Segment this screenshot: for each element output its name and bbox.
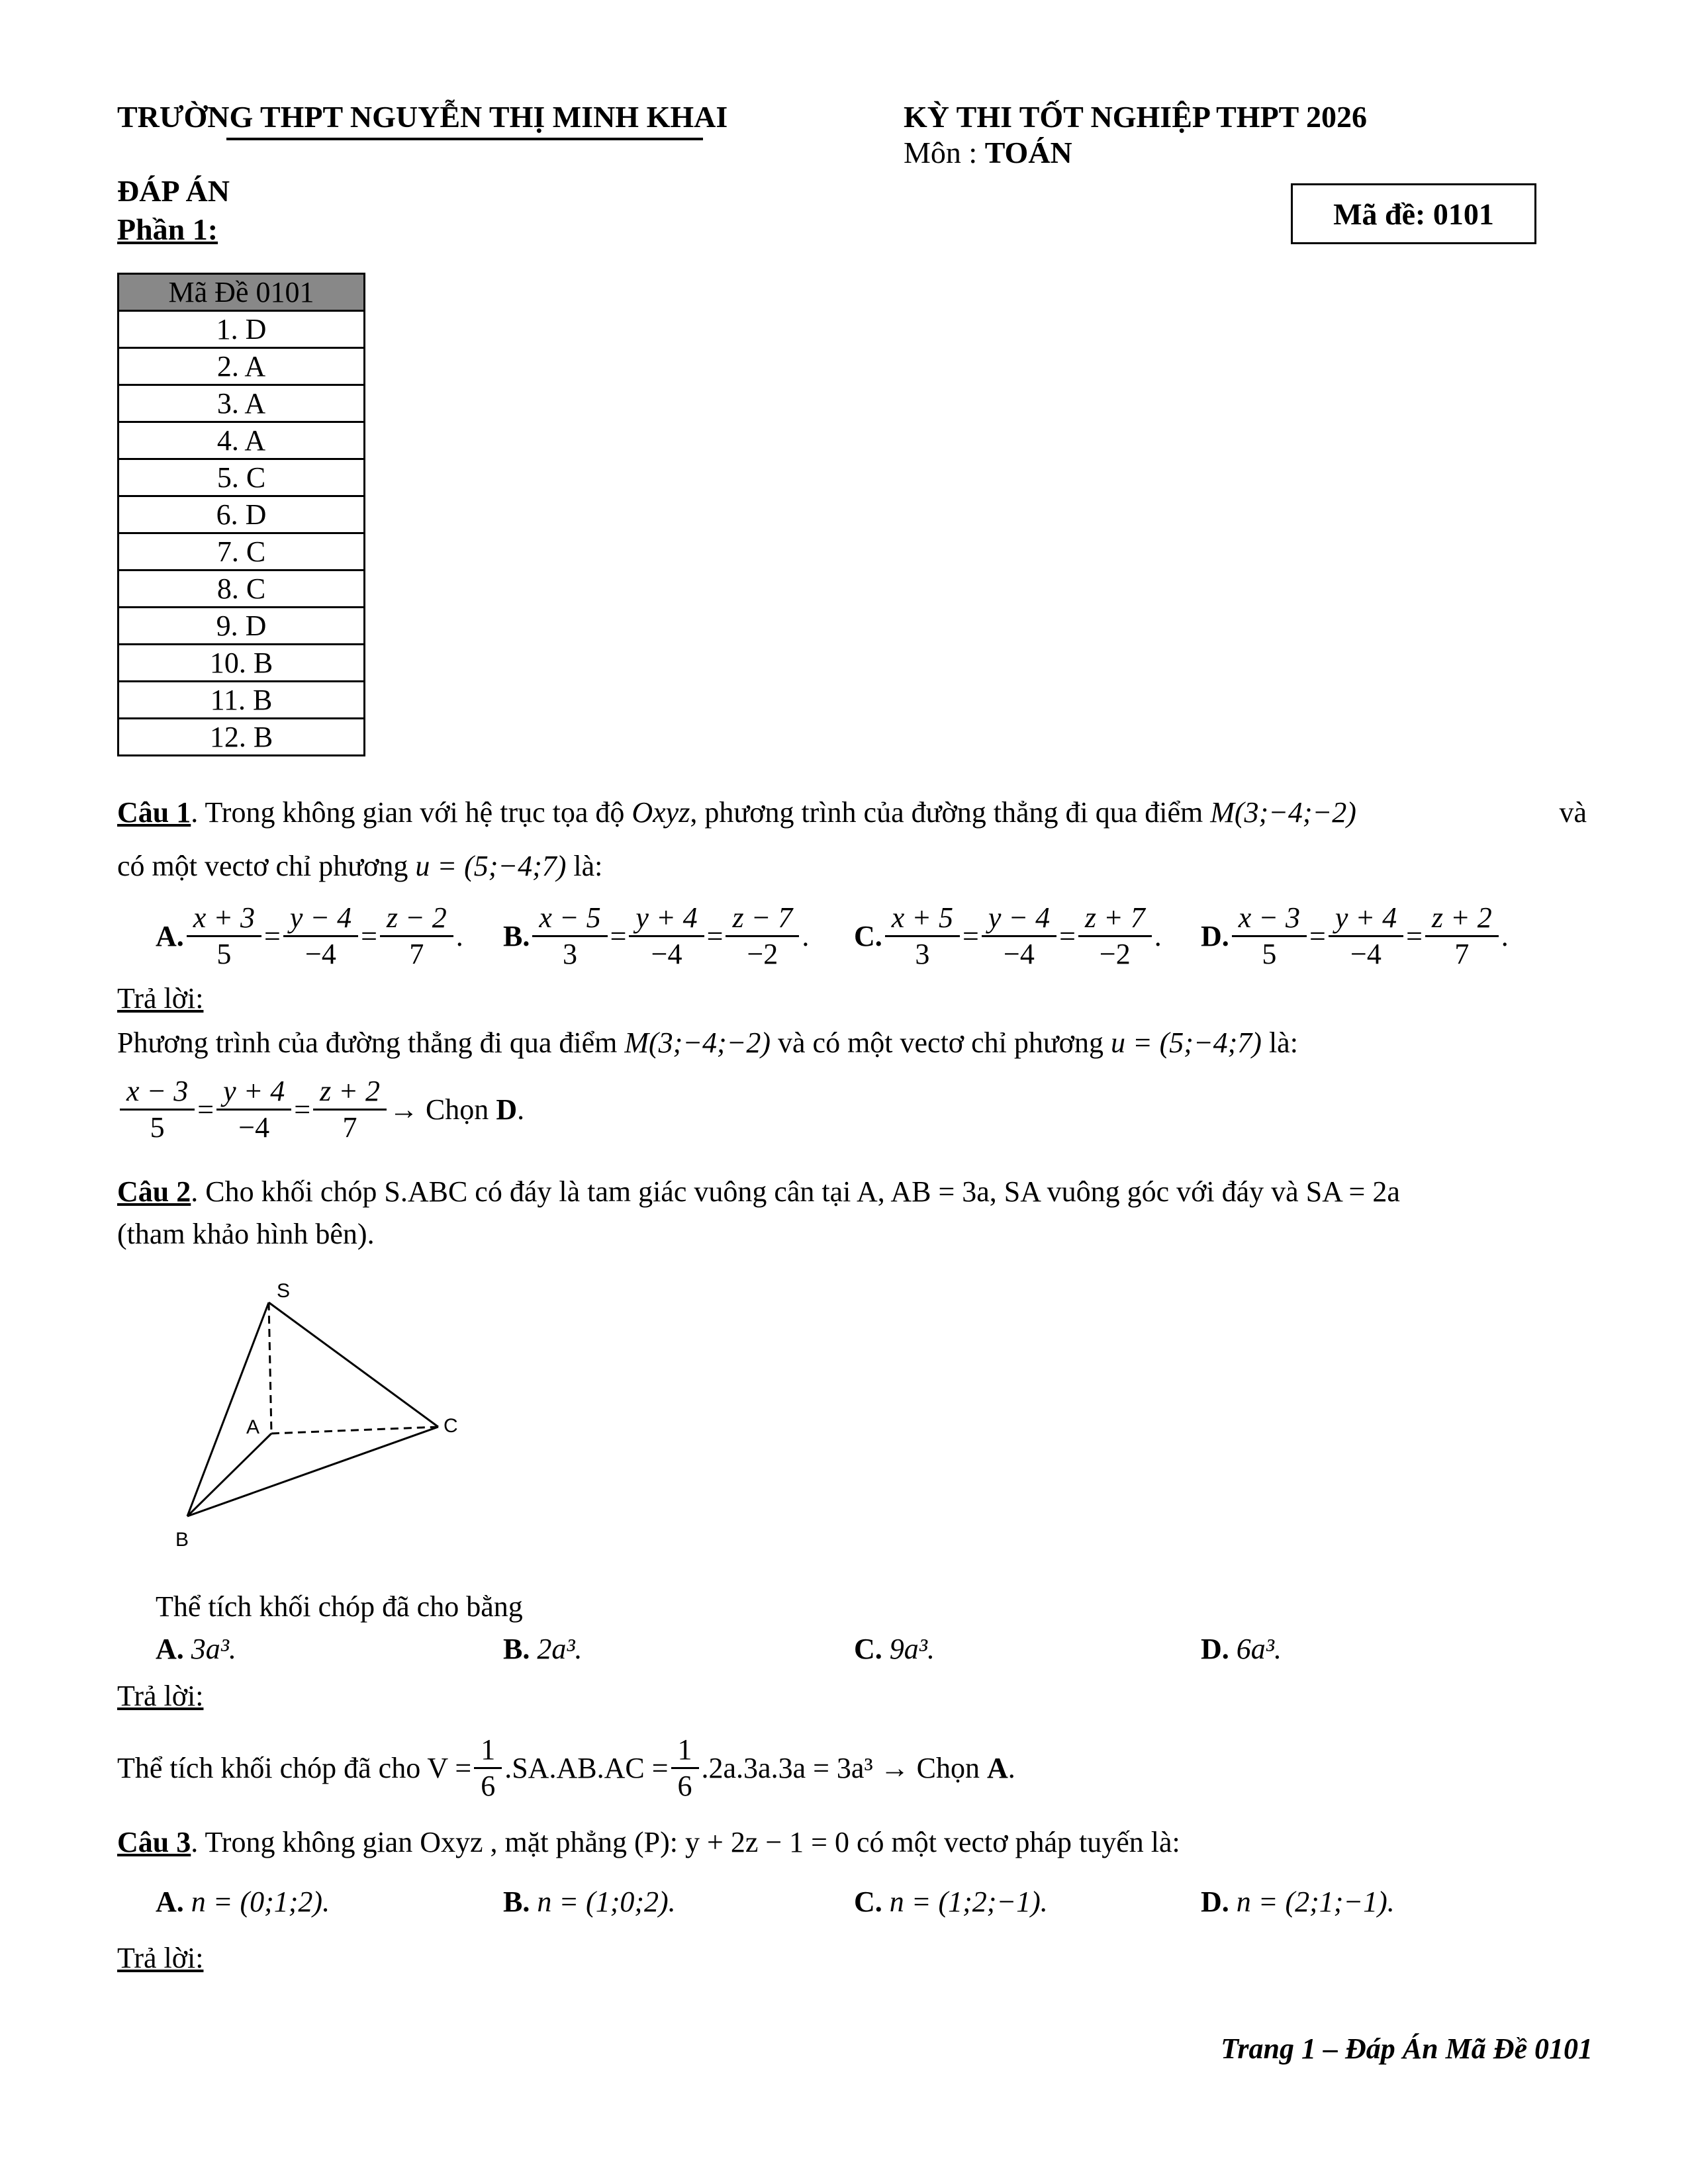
q2-option-a [156,1632,236,1666]
q1-sol-text: là: [1261,1026,1298,1059]
q1-sol-point: M(3;−4;−2) [624,1026,771,1059]
label-C: C [444,1415,458,1437]
answer-cell: 3. A [118,385,365,422]
table-row [118,682,365,719]
option-letter: D. [1201,920,1229,953]
option-value: n = (2;1;−1). [1236,1886,1395,1918]
answer-cell: 7. C [118,533,365,570]
option-letter: B. [503,1886,530,1918]
option-letter: C. [854,1886,882,1918]
numerator: x + 3 [187,902,261,937]
fraction [474,1734,502,1803]
q1-option-a: A. $\frac{x + 3}{5}$ = $\frac{y - 4}{-4}$ = $\frac{z - 2}{7}$ . [156,901,463,971]
option-letter: C. [854,920,882,953]
edge-SA [269,1302,271,1433]
table-row [118,533,365,570]
fraction [982,902,1056,971]
fraction [216,1075,291,1144]
numerator: 1 [671,1734,699,1769]
numerator: x + 5 [885,902,960,937]
q2-sol-text: .2a.3a.3a = 3a³ [701,1752,873,1785]
fraction [120,1075,195,1144]
fraction [380,902,453,971]
edge-AB [187,1433,271,1516]
fraction [313,1075,387,1144]
numerator: z + 2 [313,1075,387,1111]
subject-label: Môn : [904,136,985,169]
table-row [118,719,365,756]
fraction [532,902,607,971]
q1-answer-label: Trả lời: [117,982,204,1015]
part-title: Phần 1: [117,212,218,246]
q1-sol-vector: u = (5;−4;7) [1110,1026,1262,1059]
label-S: S [277,1280,291,1302]
q3-label: Câu 3 [117,1826,191,1858]
numerator: x − 3 [120,1075,195,1111]
q1-choice: D [496,1093,518,1126]
q1-text: và [1559,796,1587,829]
fraction [283,902,358,971]
edge-SC [269,1302,438,1427]
option-letter: A. [156,920,184,953]
denominator: −4 [238,1111,270,1144]
label-A: A [246,1416,260,1438]
table-header: Mã Đề 0101 [118,274,365,311]
q1-stem [117,796,1587,829]
table-row [118,459,365,496]
denominator: 3 [915,938,930,971]
table-row [118,496,365,533]
fraction [1329,902,1403,971]
option-value: 3a³. [191,1633,236,1665]
numerator: z + 2 [1425,902,1499,937]
fraction [885,902,960,971]
denominator: 6 [677,1770,692,1803]
fraction [1425,902,1499,971]
numerator: z − 2 [380,902,453,937]
subject: TOÁN [984,136,1072,169]
option-value: 2a³. [537,1633,583,1665]
q2-stem-line2: (tham khảo hình bên). [117,1218,375,1250]
q3-option-a [156,1885,330,1919]
fraction [1078,902,1152,971]
edge-SB [187,1302,269,1516]
q2-sol-text: .SA.AB.AC = [504,1752,669,1785]
q3-stem [117,1825,1180,1859]
answer-cell: 10. B [118,645,365,682]
q1-oxyz: Oxyz [632,796,690,829]
answer-cell: 5. C [118,459,365,496]
denominator: 5 [1262,938,1277,971]
numerator: y + 4 [216,1075,291,1111]
q3-option-c [854,1885,1048,1919]
denominator: −4 [1004,938,1035,971]
q1-label: Câu 1 [117,796,191,829]
denominator: 7 [1454,938,1470,971]
q1-text: có một vectơ chỉ phương [117,850,416,882]
answer-title: ĐÁP ÁN [117,174,230,208]
q1-point: M(3;−4;−2) [1210,796,1356,829]
option-value: 6a³. [1236,1633,1282,1665]
numerator: z + 7 [1078,902,1152,937]
fraction [629,902,704,971]
denominator: 5 [150,1111,165,1144]
q2-option-b [503,1632,583,1666]
edge-AC [271,1427,438,1433]
divider [226,138,703,140]
option-letter: B. [503,1633,530,1665]
answer-cell: 1. D [118,311,365,348]
numerator: y − 4 [982,902,1056,937]
numerator: z − 7 [726,902,799,937]
denominator: −2 [747,938,778,971]
subject-line [904,135,1072,170]
q1-stem-line2 [117,849,602,883]
option-letter: D. [1201,1886,1229,1918]
q2-text: . Cho khối chóp S.ABC có đáy là tam giác vuông cân tại A, AB = 3a, SA vuông góc với đáy và SA = 2a [191,1175,1400,1208]
table-row [118,385,365,422]
q3-option-b [503,1885,676,1919]
denominator: −2 [1099,938,1131,971]
numerator: y + 4 [629,902,704,937]
school-name: TRƯỜNG THPT NGUYỄN THỊ MINH KHAI [117,100,728,134]
option-value: 9a³. [889,1633,935,1665]
q2-prompt: Thể tích khối chóp đã cho bằng [156,1590,523,1623]
q1-sol-text: Phương trình của đường thẳng đi qua điểm [117,1026,625,1059]
q1-option-b: B. $\frac{x - 5}{3}$ = $\frac{y + 4}{-4}$ = $\frac{z - 7}{-2}$ . [503,901,810,971]
table-row [118,608,365,645]
option-letter: A. [156,1886,184,1918]
exam-code-box: Mã đề: 0101 [1291,183,1536,244]
denominator: 3 [562,938,577,971]
denominator: 6 [481,1770,496,1803]
q1-text: , phương trình của đường thẳng đi qua điểm [690,796,1211,829]
q1-option-d: D. $\frac{x - 3}{5}$ = $\frac{y + 4}{-4}$ = $\frac{z + 2}{7}$ . [1201,901,1509,971]
answer-table [117,273,365,756]
q1-choose: → Chọn [389,1093,496,1126]
answer-cell: 11. B [118,682,365,719]
fraction [726,902,799,971]
numerator: 1 [474,1734,502,1769]
denominator: −4 [305,938,336,971]
table-row [118,311,365,348]
page-footer: Trang 1 – Đáp Án Mã Đề 0101 [1221,2032,1593,2065]
q2-choice: A [987,1752,1008,1785]
q2-answer-label: Trả lời: [117,1680,204,1712]
answer-cell: 6. D [118,496,365,533]
pyramid-figure [165,1277,483,1555]
q1-text: là: [566,850,603,882]
option-letter: C. [854,1633,882,1665]
option-value: n = (0;1;2). [191,1886,330,1918]
edge-BC [187,1427,438,1516]
q3-answer-label: Trả lời: [117,1942,204,1974]
q3-option-d [1201,1885,1395,1919]
q2-label: Câu 2 [117,1175,191,1208]
table-row [118,645,365,682]
numerator: y − 4 [283,902,358,937]
denominator: 7 [409,938,424,971]
q2-sol-text: Thể tích khối chóp đã cho V = [117,1752,472,1785]
label-B: B [175,1529,189,1551]
answer-cell: 9. D [118,608,365,645]
option-value: n = (1;2;−1). [889,1886,1048,1918]
answer-cell: 8. C [118,570,365,608]
answer-cell: 4. A [118,422,365,459]
q1-option-c: C. $\frac{x + 5}{3}$ = $\frac{y - 4}{-4}$ = $\frac{z + 7}{-2}$ . [854,901,1162,971]
q2-option-c [854,1632,935,1666]
table-row [118,570,365,608]
numerator: x − 5 [532,902,607,937]
denominator: 7 [342,1111,357,1144]
exam-title: KỲ THI TỐT NGHIỆP THPT 2026 [904,100,1368,134]
table-row [118,348,365,385]
option-letter: A. [156,1633,184,1665]
denominator: −4 [651,938,682,971]
q2-stem [117,1175,1400,1208]
answer-cell: 12. B [118,719,365,756]
numerator: y + 4 [1329,902,1403,937]
option-letter: B. [503,920,530,953]
q2-solution: Thể tích khối chóp đã cho V = $\frac{1}{6}$ .SA.AB.AC = $\frac{1}{6}$ .2a.3a.3a = 3a³ → Chọn A . [117,1733,1015,1803]
q1-solution-equation: $\frac{x - 3}{5}$ = $\frac{y + 4}{-4}$ = $\frac{z + 2}{7}$ → Chọn D . [117,1075,524,1144]
option-letter: D. [1201,1633,1229,1665]
fraction [1232,902,1307,971]
fraction [671,1734,699,1803]
q1-sol-text: và có một vectơ chỉ phương [771,1026,1111,1059]
denominator: −4 [1350,938,1382,971]
answer-cell: 2. A [118,348,365,385]
q2-choose: → Chọn [872,1752,987,1785]
q1-vector: u = (5;−4;7) [415,850,567,882]
denominator: 5 [216,938,232,971]
q3-text: . Trong không gian Oxyz , mặt phẳng (P): y + 2z − 1 = 0 có một vectơ pháp tuyến là: [191,1826,1180,1858]
fraction [187,902,261,971]
q1-solution [117,1026,1298,1060]
table-row [118,422,365,459]
option-value: n = (1;0;2). [537,1886,676,1918]
q1-text: . Trong không gian với hệ trục tọa độ [191,796,632,829]
numerator: x − 3 [1232,902,1307,937]
q2-option-d [1201,1632,1282,1666]
